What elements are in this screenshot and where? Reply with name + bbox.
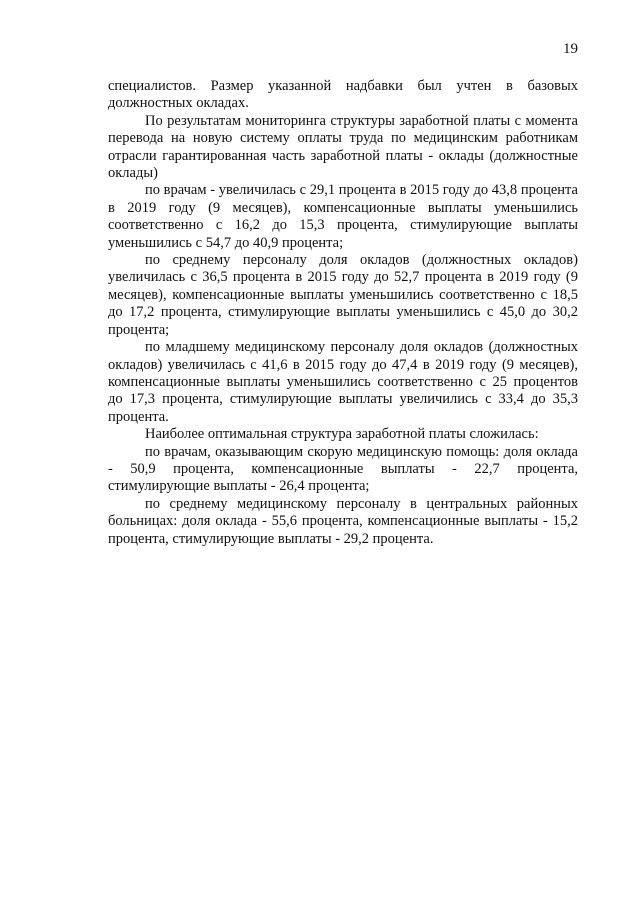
page-number: 19 (563, 41, 578, 57)
paragraph-4: по среднему персоналу доля окладов (должностных окладов) увеличилась с 36,5 процента в 2015 году до 52,7 процента в 2019 году (9 месяцев), компенсационные выплаты уменьшились соответственно с 18,5 до 17,2 процента, стимулирующие выплаты уменьшились с 45,0 до 30,2 процента; (108, 252, 578, 338)
paragraph-5: по младшему медицинскому персоналу доля окладов (должностных окладов) увеличилась с 41,6 в 2015 году до 47,4 в 2019 году (9 месяцев), компенсационные выплаты уменьшились соответственно с 25 процентов до 17,3 процента, стимулирующие выплаты увеличились с 33,4 до 35,3 процента. (108, 339, 578, 425)
paragraph-7: по врачам, оказывающим скорую медицинскую помощь: доля оклада - 50,9 процента, компенсационные выплаты - 22,7 процента, стимулирующие выплаты - 26,4 процента; (108, 443, 578, 495)
paragraph-2: По результатам мониторинга структуры заработной платы с момента перевода на новую систему оплаты труда по медицинским работникам отрасли гарантированная часть заработной платы - оклады (должностные оклады) (108, 112, 578, 182)
paragraph-6: Наиболее оптимальная структура заработной платы сложилась: (145, 426, 539, 443)
paragraph-3: по врачам - увеличилась с 29,1 процента в 2015 году до 43,8 процента в 2019 году (9 месяцев), компенсационные выплаты уменьшились соответственно с 16,2 до 15,3 процента, стимулирующие выплаты уменьшились с 54,7 до 40,9 процента; (108, 182, 578, 251)
paragraph-1: специалистов. Размер указанной надбавки был учтен в базовых должностных окладах. (108, 78, 578, 112)
document-body (108, 78, 578, 548)
paragraph-8: по среднему медицинскому персоналу в центральных районных больницах: доля оклада - 55,6 процента, компенсационные выплаты - 15,2 процента, стимулирующие выплаты - 29,2 процента. (108, 495, 578, 547)
